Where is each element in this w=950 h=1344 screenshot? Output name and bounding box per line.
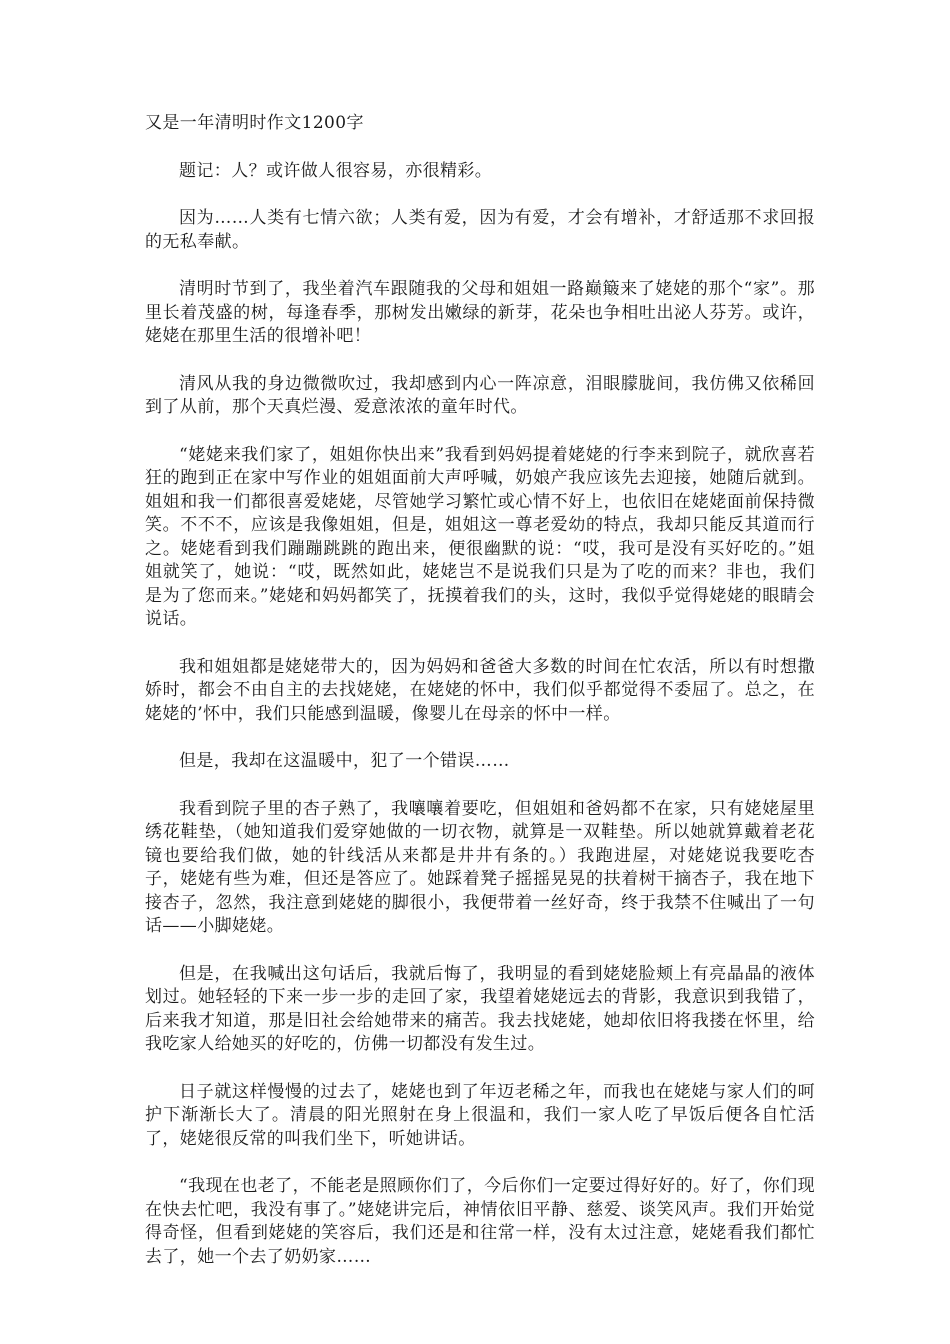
document-page [145,112,815,1293]
document-title: 又是一年清明时作文1200字 [145,113,364,133]
paragraph: 因为……人类有七情六欲；人类有爱，因为有爱，才会有增补，才舒适那不求回报的无私奉献。 [145,208,815,252]
paragraph: “姥姥来我们家了，姐姐你快出来”我看到妈妈提着姥姥的行李来到院子，就欣喜若狂的跑到正在家中写作业的姐姐面前大声呼喊，奶娘产我应该先去迎接，她随后就到。姐姐和我一们都很喜爱姥姥，尽管她学习繁忙或心情不好上，也依旧在姥姥面前保持微笑。不不不，应该是我像姐姐，但是，姐姐这一尊老爱幼的特点，我却只能反其道而行之。姥姥看到我们蹦蹦跳跳的跑出来，便很幽默的说：“哎，我可是没有买好吃的。”姐姐就笑了，她说：“哎，既然如此，姥姥岂不是说我们只是为了吃的而来？非也，我们是为了您而来。”姥姥和妈妈都笑了，抚摸着我们的头，这时，我似乎觉得姥姥的眼睛会说话。 [145,444,815,629]
paragraph: 日子就这样慢慢的过去了，姥姥也到了年迈老稀之年，而我也在姥姥与家人们的呵护下渐渐长大了。清晨的阳光照射在身上很温和，我们一家人吃了早饭后便各自忙活了，姥姥很反常的叫我们坐下，听她讲话。 [145,1081,815,1149]
paragraph: 清风从我的身边微微吹过，我却感到内心一阵凉意，泪眼朦胧间，我仿佛又依稀回到了从前，那个天真烂漫、爱意浓浓的童年时代。 [145,373,815,417]
paragraph: 我看到院子里的杏子熟了，我嚷嚷着要吃，但姐姐和爸妈都不在家，只有姥姥屋里绣花鞋垫，（她知道我们爱穿她做的一切衣物，就算是一双鞋垫。所以她就算戴着老花镜也要给我们做，她的针线活从来都是井井有条的。）我跑进屋，对姥姥说我要吃杏子，姥姥有些为难，但还是答应了。她踩着凳子摇摇晃晃的扶着树干摘杏子，我在地下接杏子，忽然，我注意到姥姥的脚很小，我便带着一丝好奇，终于我禁不住喊出了一句话——小脚姥姥。 [145,798,815,936]
paragraph: 我和姐姐都是姥姥带大的，因为妈妈和爸爸大多数的时间在忙农活，所以有时想撒娇时，都会不由自主的去找姥姥，在姥姥的怀中，我们似乎都觉得不委屈了。总之，在姥姥的’怀中，我们只能感到温暖，像婴儿在母亲的怀中一样。 [145,656,815,724]
paragraph: 但是，在我喊出这句话后，我就后悔了，我明显的看到姥姥脸颊上有亮晶晶的液体划过。她轻轻的下来一步一步的走回了家，我望着姥姥远去的背影，我意识到我错了，后来我才知道，那是旧社会给她带来的痛苦。我去找姥姥，她却依旧将我搂在怀里，给我吃家人给她买的好吃的，仿佛一切都没有发生过。 [145,963,815,1054]
paragraph: “我现在也老了，不能老是照顾你们了，今后你们一定要过得好好的。好了，你们现在快去忙吧，我没有事了。”姥姥讲完后，神情依旧平静、慈爱、谈笑风声。我们开始觉得奇怪，但看到姥姥的笑容后，我们还是和往常一样，没有太过注意，姥姥看我们都忙去了，她一个去了奶奶家…… [145,1176,815,1267]
paragraph: 清明时节到了，我坐着汽车跟随我的父母和姐姐一路巅簸来了姥姥的那个“家”。那里长着茂盛的树，每逢春季，那树发出嫩绿的新芽，花朵也争相吐出泌人芬芳。或许，姥姥在那里生活的很增补吧！ [145,279,815,346]
paragraph: 但是，我却在这温暖中，犯了一个错误…… [179,751,510,771]
paragraph-epigraph: 题记：人？或许做人很容易，亦很精彩。 [179,160,493,181]
